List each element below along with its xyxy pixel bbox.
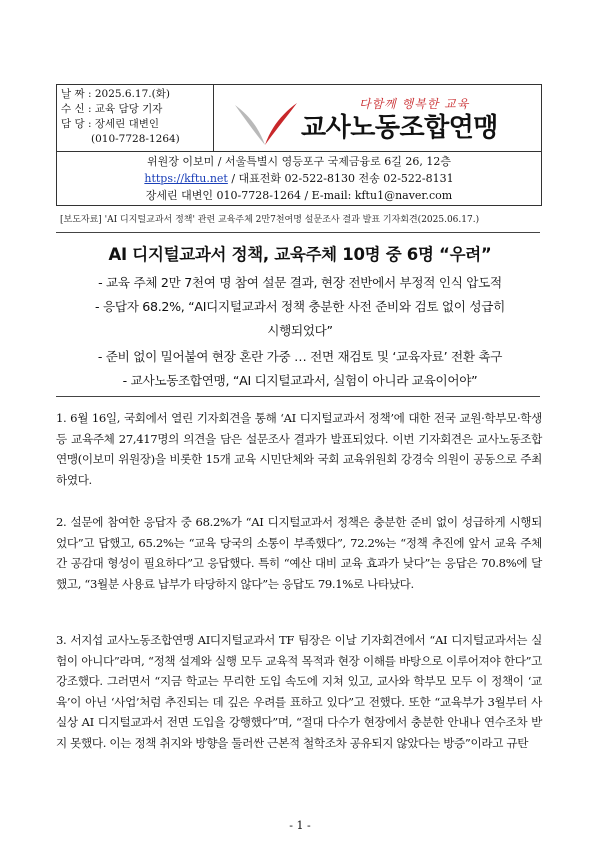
brief-line: [보도자료] 'AI 디지털교과서 정책' 관련 교육주체 2만7천여명 설문조사 결과 발표 기자회견(2025.06.17.) [60,215,480,225]
paragraph-1: 1. 6월 16일, 국회에서 열린 기자회견을 통해 ‘AI 디지털교과서 정책’에 대한 전국 교원·학부모·학생 등 교육주체 27,417명의 의견을 담은 설문조사 결과가 발표되었다. 이번 기자회견은 교사노동조합연맹(이보미 위원장)을 비롯한 15개 교육 시민단체와 국회 교육위원회 강경숙 의원이 공동으로 주최하였다. [56,411,542,487]
subtitle-2: - 응답자 68.2%, “AI디지털교과서 정책 충분한 사전 준비와 검토 없이 성급히 [95,299,505,314]
website-link[interactable]: https://kftu.net [144,172,228,185]
divider-top [56,232,540,233]
subtitle-4: - 교사노동조합연맹, “AI 디지털교과서, 실험이 아니라 교육이어야” [122,373,478,388]
slogan: 다함께 행복한 교육 [359,97,470,111]
subtitle-1: - 교육 주체 2만 7천여 명 참여 설문 결과, 현장 전반에서 부정적 인식 압도적 [98,275,502,290]
paragraph-2: 2. 설문에 참여한 응답자 중 68.2%가 “AI 디지털교과서 정책은 충분한 준비 없이 성급하게 시행되었다”고 답했고, 65.2%는 “교육 당국의 소통이 부족했다”, 72.2%는 “정책 추진에 앞서 교육 주체 간 공감대 형성이 필요하다”고 응답했다. 특히 “예산 대비 교육 효과가 낮다”는 응답은 70.8%에 달했고, “3월분 사용료 납부가 타당하지 않다”는 응답도 79.1%로 나타났다. [56,515,542,591]
org-branding [215,85,541,151]
subtitle-2-cont: 시행되었다” [267,323,333,338]
contact-line: 담 당 : 장세린 대변인 [61,118,160,130]
org-name: 교사노동조합연맹 [301,113,498,143]
subtitle-3: - 준비 없이 밀어붙여 현장 혼란 가중 … 전면 재검토 및 ‘교육자료’ 전환 촉구 [97,349,503,364]
web-phone-line [57,170,541,187]
spokesperson-line: 장세린 대변인 010-7728-1264 / E-mail: kftu1@naver.com [145,189,453,202]
page-title: AI 디지털교과서 정책, 교육주체 10명 중 6명 “우려” [108,245,492,264]
date-line: 날 짜 : 2025.6.17.(화) [61,88,170,100]
paragraph-3: 3. 서지섭 교사노동조합연맹 AI디지털교과서 TF 팀장은 이날 기자회견에서 “AI 디지털교과서는 실험이 아니다”라며, “정책 설계와 실행 모두 교육적 목적과 현장 이해를 바탕으로 이루어져야 한다”고 강조했다. 그러면서 “지금 학교는 무리한 도입 속도에 지쳐 있고, 교사와 학부모 모두 이 정책이 ‘교육’이 아닌 ‘사업’처럼 추진되는 데 깊은 우려를 표하고 있다”고 전했다. 또한 “교육부가 3월부터 사실상 AI 디지털교과서 전면 도입을 강행했다”며, “절대 다수가 현장에서 충분한 안내나 연수조차 받지 못했다. 이는 정책 취지와 방향을 둘러싼 근본적 철학조차 공유되지 않았다는 방증”이라고 규탄 [56,633,542,750]
recipient-line: 수 신 : 교육 담당 기자 [61,103,163,115]
header-top [57,85,541,152]
union-logo-icon [231,99,301,147]
address-line: 위원장 이보미 / 서울특별시 영등포구 국제금융로 6길 26, 12층 [147,155,451,168]
page-number: - 1 - [289,819,311,832]
divider-bottom [56,396,540,397]
contact-phone: (010-7728-1264) [91,133,180,145]
header-contact-info [57,152,541,206]
header-box [56,84,542,206]
header-info [57,85,214,151]
phone-line: / 대표전화 02-522-8130 전송 02-522-8131 [227,172,454,185]
